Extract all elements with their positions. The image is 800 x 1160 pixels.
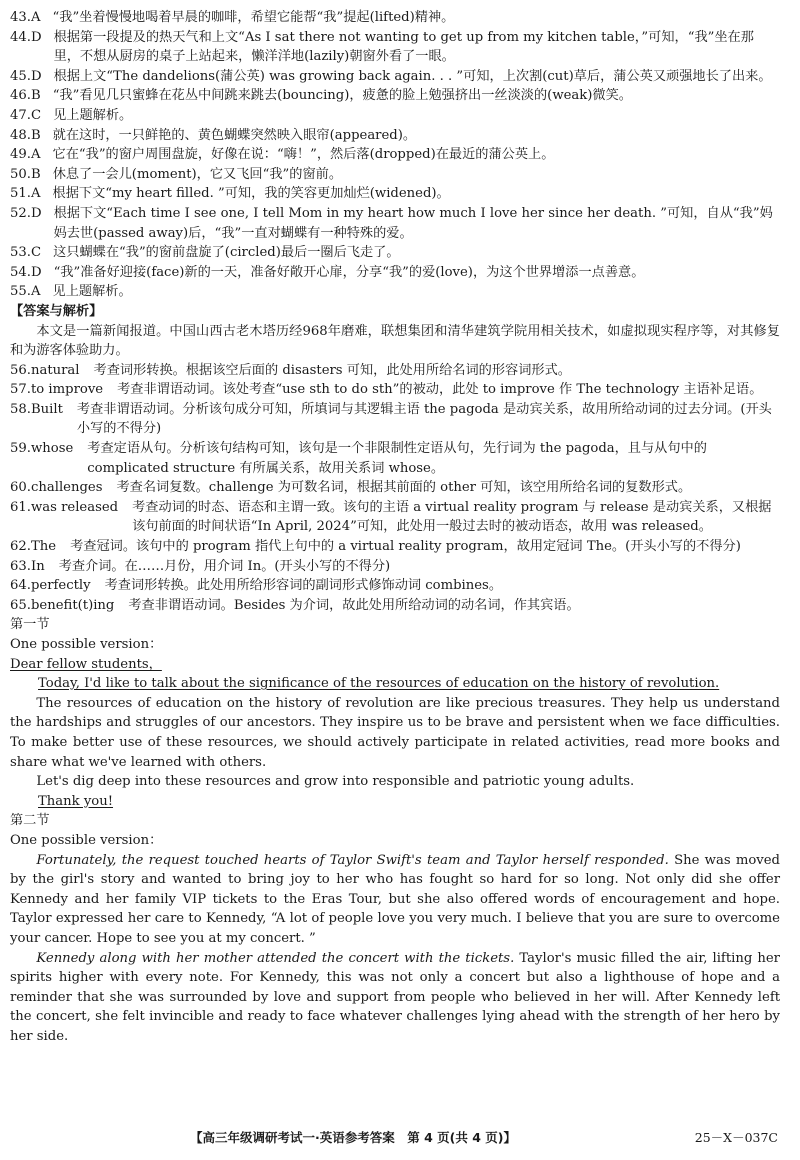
item-number: 62.	[10, 539, 31, 555]
answer-item	[10, 263, 780, 283]
page-content	[10, 8, 780, 1046]
item-number: 57.	[10, 382, 31, 398]
item-number: 58.	[10, 401, 31, 417]
part1-closing: Let's dig deep into these resources and grow into responsible and patriotic young adults.	[36, 774, 635, 790]
item-explanation: 考查名词复数。challenge 为可数名词，根据其前面的 other 可知，该空用所给名词的复数形式。	[116, 480, 692, 496]
item-number: 50.	[10, 166, 31, 182]
answer-item	[10, 498, 780, 537]
answer-item	[10, 165, 780, 185]
item-answer: whose	[30, 441, 74, 457]
part2-paragraph-2	[10, 949, 780, 1047]
answer-item	[10, 126, 780, 146]
item-answer: Built	[30, 401, 63, 417]
item-answer: A	[30, 147, 41, 163]
item-number: 49.	[10, 147, 31, 163]
item-explanation: 休息了一会儿(moment)，它又飞回“我”的窗前。	[52, 166, 343, 182]
item-lead	[10, 400, 77, 439]
item-number: 54.	[10, 264, 31, 280]
item-explanation: 考查非谓语动词。Besides 为介词，故此处用所给动词的动名词，作其宾语。	[128, 597, 580, 613]
item-lead	[10, 498, 132, 537]
part2-p1-text: She was moved by the girl's story and wanted to bring joy to her who has fought so hard for so long. Not only did she offer Kennedy and her family VIP tickets to the Eras Tour, but she also offered words of encouragement and hope. Taylor expressed her care to Kennedy, “A lot of people love you very much. I believe that you are sure to overcome your cancer. Hope to see you at my concert. ”	[10, 852, 781, 946]
answer-item	[10, 67, 780, 87]
answer-item	[10, 400, 780, 439]
item-answer: B	[30, 127, 41, 143]
item-lead	[10, 184, 53, 204]
item-number: 48.	[10, 127, 31, 143]
answer-item	[10, 596, 780, 616]
item-explanation: 见上题解析。	[53, 107, 133, 123]
answer-item	[10, 204, 780, 243]
item-number: 56.	[10, 362, 31, 378]
item-lead	[10, 380, 117, 400]
answer-item	[10, 28, 780, 67]
item-explanation: 就在这时，一只鲜艳的、黄色蝴蝶突然映入眼帘(appeared)。	[52, 127, 417, 143]
item-explanation: 考查词形转换。此处用所给形容词的副词形式修饰动词 combines。	[104, 578, 503, 594]
item-answer: B	[30, 88, 41, 104]
item-explanation: 考查非谓语动词。分析该句成分可知，所填词与其逻辑主语 the pagoda 是动宾关系，故用所给动词的过去分词。(开头小写的不得分)	[76, 401, 772, 437]
item-answer: natural	[30, 362, 80, 378]
item-lead	[10, 537, 70, 557]
item-number: 64.	[10, 578, 31, 594]
item-answer: A	[30, 10, 41, 25]
item-answer: C	[30, 107, 42, 123]
item-lead	[10, 361, 94, 381]
part2-p1-given-sentence: Fortunately, the request touched hearts of Taylor Swift's team and Taylor herself responded.	[36, 852, 669, 868]
answer-item	[10, 243, 780, 263]
item-explanation: “我”看见几只蜜蜂在花丛中间跳来跳去(bouncing)，疲惫的脸上勉强挤出一丝淡淡的(weak)微笑。	[52, 88, 632, 104]
item-answer: The	[30, 539, 57, 555]
item-explanation: 考查词形转换。根据该空后面的 disasters 可知，此处用所给名词的形容词形式。	[93, 362, 571, 378]
item-number: 52.	[10, 205, 31, 221]
item-lead	[10, 282, 53, 302]
item-lead	[10, 145, 53, 165]
item-explanation: 考查定语从句。分析该句结构可知，该句是一个非限制性定语从句，先行词为 the pagoda，且与从句中的 complicated structure 有所属关系，故用关系词 whose。	[87, 441, 707, 476]
item-explanation: 根据下文“Each time I see one, I tell Mom in my heart how much I love her since her death. ”可知，自从“我”妈妈去世(passed away)后，“我”一直对蝴蝶有一种特殊的爱。	[53, 205, 773, 241]
item-explanation: 考查动词的时态、语态和主谓一致。该句的主语 a virtual reality program 与 release 是动宾关系，又根据该句前面的时间状语“In April, 2024”可知，此处用一般过去时的被动语态，故用 was released。	[132, 499, 772, 535]
part2-p2-text: Taylor's music filled the air, lifting her spirits higher with every note. For Kennedy, this was not only a concert but also a lighthouse of hope and a reminder that she was surrounded by love and support from people who believed in her will. After Kennedy left the concert, she felt invincible and ready to face whatever challenges lying ahead with the strength of her hero by her side.	[10, 950, 780, 1044]
item-lead	[10, 86, 53, 106]
item-number: 63.	[10, 558, 31, 574]
cloze-answers	[10, 8, 780, 302]
item-explanation: 见上题解析。	[52, 284, 132, 300]
part2-paragraph-1	[10, 851, 780, 949]
item-number: 47.	[10, 107, 31, 123]
part2-title: 第二节	[10, 813, 50, 829]
item-answer: A	[30, 186, 41, 202]
section-header: 【答案与解析】	[10, 303, 103, 319]
item-number: 45.	[10, 68, 31, 84]
item-answer: In	[30, 558, 45, 574]
item-lead	[10, 243, 53, 263]
answer-item	[10, 576, 780, 596]
item-lead	[10, 596, 128, 616]
footer-title: 【高三年级调研考试一·英语参考答案 第 4 页(共 4 页)】	[190, 1130, 516, 1145]
part1-first-line: Today, I'd like to talk about the significance of the resources of education on the history of revolution.	[38, 676, 720, 692]
item-explanation: 根据下文“my heart filled. ”可知，我的笑容更加灿烂(widened)。	[52, 186, 450, 202]
item-number: 46.	[10, 88, 31, 104]
item-number: 60.	[10, 480, 31, 496]
item-lead	[10, 478, 116, 498]
part1-body: The resources of education on the history of revolution are like precious treasures. They help us understand the hardships and struggles of our ancestors. They inspire us to be brave and persistent when we face difficulties. To make better use of these resources, we should actively participate in related activities, read more books and share what we've learned with others.	[10, 695, 780, 770]
item-explanation: “我”准备好迎接(face)新的一天，准备好敞开心扉，分享“我”的爱(love)，为这个世界增添一点善意。	[53, 264, 645, 280]
part2-p2-given-sentence: Kennedy along with her mother attended the concert with the tickets.	[36, 950, 515, 966]
answer-item	[10, 439, 780, 478]
answer-item	[10, 8, 780, 28]
item-lead	[10, 204, 54, 243]
item-lead	[10, 28, 54, 67]
answer-item	[10, 86, 780, 106]
item-answer: to improve	[30, 382, 104, 398]
item-number: 55.	[10, 284, 31, 300]
answer-item	[10, 106, 780, 126]
item-lead	[10, 439, 87, 478]
item-lead	[10, 126, 53, 146]
passage-intro: 本文是一篇新闻报道。中国山西古老木塔历经968年磨难，联想集团和清华建筑学院用相关技术，如虚拟现实程序等，对其修复和为游客体验助力。	[10, 323, 780, 359]
item-explanation: 它在“我”的窗户周围盘旋，好像在说：“嗨！”，然后落(dropped)在最近的蒲公英上。	[52, 147, 555, 163]
answer-item	[10, 145, 780, 165]
item-explanation: “我”坐着慢慢地喝着早晨的咖啡，希望它能帮“我”提起(lifted)精神。	[52, 10, 455, 25]
item-explanation: 根据第一段提及的热天气和上文“As I sat there not wanting to get up from my kitchen table，”可知，“我”坐在那里，不想从厨房的桌子上站起来，懒洋洋地(lazily)朝窗外看了一眼。	[53, 29, 754, 65]
item-lead	[10, 165, 53, 185]
item-lead	[10, 67, 54, 87]
item-explanation: 考查非谓语动词。该处考查“use sth to do sth”的被动，此处 to improve 作 The technology 主语补足语。	[117, 382, 763, 398]
answer-item	[10, 380, 780, 400]
item-answer: benefit(t)ing	[30, 597, 115, 613]
item-explanation: 考查介词。在……月份，用介词 In。(开头小写的不得分)	[58, 558, 391, 574]
item-answer: A	[30, 284, 41, 300]
part1-thanks: Thank you!	[38, 793, 114, 809]
item-number: 44.	[10, 29, 31, 45]
item-number: 61.	[10, 499, 31, 515]
item-lead	[10, 557, 59, 577]
item-number: 53.	[10, 245, 31, 261]
item-number: 65.	[10, 597, 31, 613]
item-answer: D	[30, 264, 42, 280]
item-answer: D	[30, 29, 42, 45]
item-number: 51.	[10, 186, 31, 202]
item-answer: C	[30, 245, 42, 261]
answer-item	[10, 537, 780, 557]
item-explanation: 考查冠词。该句中的 program 指代上句中的 a virtual reality program，故用定冠词 The。(开头小写的不得分)	[70, 539, 741, 555]
item-explanation: 这只蝴蝶在“我”的窗前盘旋了(circled)最后一圈后飞走了。	[53, 245, 400, 261]
answer-item	[10, 478, 780, 498]
item-answer: D	[30, 205, 42, 221]
answer-item	[10, 361, 780, 381]
footer-code: 25－X－037C	[694, 1130, 778, 1145]
part1-version-label: One possible version：	[10, 637, 163, 652]
part1-greeting: Dear fellow students，	[10, 656, 162, 672]
part1-title: 第一节	[10, 617, 50, 633]
item-explanation: 根据上文“The dandelions(蒲公英) was growing back again. . . ”可知，上次割(cut)草后，蒲公英又顽强地长了出来。	[53, 68, 772, 84]
item-answer: B	[30, 166, 41, 182]
item-answer: perfectly	[30, 578, 91, 594]
item-number: 59.	[10, 441, 31, 457]
grammar-fill-answers	[10, 361, 780, 616]
item-answer: D	[30, 68, 42, 84]
item-answer: challenges	[30, 480, 103, 496]
item-number: 43.	[10, 10, 31, 25]
item-lead	[10, 8, 53, 28]
answer-item	[10, 282, 780, 302]
item-lead	[10, 263, 54, 283]
item-lead	[10, 106, 53, 126]
item-lead	[10, 576, 105, 596]
answer-item	[10, 184, 780, 204]
part2-version-label: One possible version：	[10, 832, 163, 848]
answer-item	[10, 557, 780, 577]
page-footer	[0, 1128, 800, 1150]
item-answer: was released	[30, 499, 119, 515]
